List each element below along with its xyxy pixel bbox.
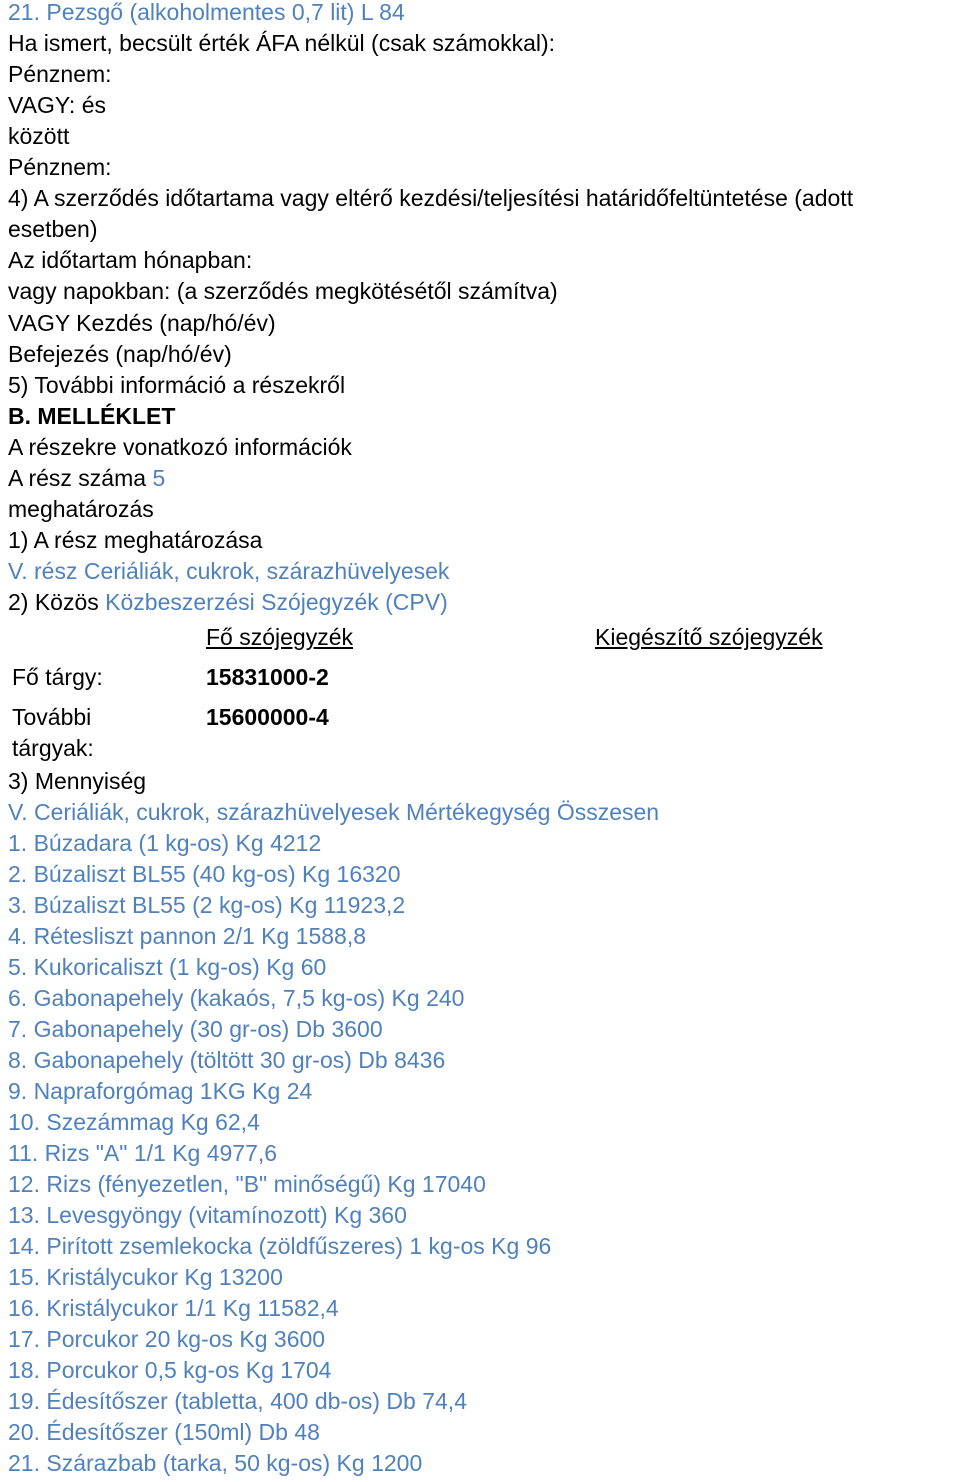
text-line-part: 2) Közös — [8, 588, 106, 615]
text-line-part: Ha ismert, becsült érték ÁFA nélkül (csak számokkal): — [8, 30, 556, 57]
text-line — [8, 0, 405, 26]
additional-objects-label-2: tárgyak: — [12, 735, 94, 761]
text-line-part: meghatározás — [8, 495, 154, 522]
text-line — [8, 403, 175, 430]
text-line-part: 4) A szerződés időtartama vagy eltérő kezdési/teljesítési határidőfeltüntetése (adott — [8, 185, 854, 212]
list-item: 15. Kristálycukor Kg 13200 — [8, 1264, 283, 1290]
text-line — [8, 465, 165, 492]
list-item: 18. Porcukor 0,5 kg-os Kg 1704 — [8, 1357, 332, 1383]
list-item: 16. Kristálycukor 1/1 Kg 11582,4 — [8, 1295, 339, 1321]
list-item: 6. Gabonapehely (kakaós, 7,5 kg-os) Kg 240 — [8, 985, 465, 1011]
list-item: 20. Édesítőszer (150ml) Db 48 — [8, 1419, 320, 1445]
text-line — [8, 496, 154, 523]
text-line — [8, 247, 252, 274]
text-line-part: A rész száma — [8, 464, 153, 491]
list-item: 10. Szezámmag Kg 62,4 — [8, 1109, 260, 1135]
text-line — [8, 527, 262, 554]
main-object-code: 15831000-2 — [206, 664, 329, 690]
text-line-part: 1) A rész meghatározása — [8, 526, 263, 553]
text-line — [8, 310, 276, 337]
text-line-part: között — [8, 123, 70, 150]
text-line — [8, 372, 345, 399]
text-line-part: B. MELLÉKLET — [8, 402, 176, 429]
text-line-part: Pénznem: — [8, 61, 112, 88]
text-line — [8, 278, 558, 305]
text-line — [8, 216, 98, 243]
additional-objects-label-1: További — [12, 704, 92, 730]
text-line-highlight: 5 — [152, 464, 166, 491]
text-line — [8, 123, 69, 150]
list-item: 8. Gabonapehely (töltött 30 gr-os) Db 8436 — [8, 1047, 446, 1073]
text-line-part: vagy napokban: (a szerződés megkötésétől számítva) — [8, 278, 558, 305]
text-line-highlight: V. rész Ceriáliák, cukrok, szárazhüvelyesek — [8, 557, 450, 584]
text-line — [8, 154, 112, 181]
text-line-part: 5) További információ a részekről — [8, 371, 346, 398]
text-line — [8, 558, 449, 585]
quantity-title: 3) Mennyiség — [8, 768, 147, 794]
list-item: 1. Búzadara (1 kg-os) Kg 4212 — [8, 830, 322, 856]
text-line-part: A részekre vonatkozó információk — [8, 433, 352, 460]
list-item: 17. Porcukor 20 kg-os Kg 3600 — [8, 1326, 326, 1352]
text-line — [8, 341, 232, 368]
text-line — [8, 185, 853, 212]
list-item: 7. Gabonapehely (30 gr-os) Db 3600 — [8, 1016, 383, 1042]
list-item: 5. Kukoricaliszt (1 kg-os) Kg 60 — [8, 954, 327, 980]
text-line-highlight: 21. Pezsgő (alkoholmentes 0,7 lit) L 84 — [8, 0, 405, 25]
text-line — [8, 30, 555, 57]
list-item: 11. Rizs "A" 1/1 Kg 4977,6 — [8, 1140, 278, 1166]
additional-objects-code: 15600000-4 — [206, 704, 329, 730]
text-line — [8, 92, 106, 119]
list-item: 21. Szárazbab (tarka, 50 kg-os) Kg 1200 — [8, 1450, 423, 1476]
list-item: 19. Édesítőszer (tabletta, 400 db-os) Db 74,4 — [8, 1388, 467, 1414]
text-line — [8, 434, 352, 461]
list-item: 12. Rizs (fényezetlen, "B" minőségű) Kg 17040 — [8, 1171, 486, 1197]
text-line-part: Befejezés (nap/hó/év) — [8, 340, 232, 367]
text-line-part: Az időtartam hónapban: — [8, 247, 253, 274]
items-header: V. Ceriáliák, cukrok, szárazhüvelyesek Mértékegység Összesen — [8, 799, 660, 825]
supp-vocab-header: Kiegészítő szójegyzék — [595, 624, 823, 650]
list-item: 4. Rétesliszt pannon 2/1 Kg 1588,8 — [8, 923, 367, 949]
text-line — [8, 589, 448, 616]
main-vocab-header: Fő szójegyzék — [206, 624, 354, 650]
text-line-highlight: Közbeszerzési Szójegyzék (CPV) — [105, 588, 448, 615]
text-line-part: VAGY Kezdés (nap/hó/év) — [8, 309, 276, 336]
list-item: 3. Búzaliszt BL55 (2 kg-os) Kg 11923,2 — [8, 892, 406, 918]
list-item: 9. Napraforgómag 1KG Kg 24 — [8, 1078, 313, 1104]
main-object-label: Fő tárgy: — [12, 664, 103, 690]
text-line-part: VAGY: és — [8, 92, 107, 119]
text-line — [8, 61, 112, 88]
list-item: 2. Búzaliszt BL55 (40 kg-os) Kg 16320 — [8, 861, 401, 887]
list-item: 13. Levesgyöngy (vitamínozott) Kg 360 — [8, 1202, 407, 1228]
text-line-part: Pénznem: — [8, 154, 112, 181]
text-line-part: esetben) — [8, 216, 98, 243]
list-item: 14. Pirított zsemlekocka (zöldfűszeres) 1 kg-os Kg 96 — [8, 1233, 552, 1259]
